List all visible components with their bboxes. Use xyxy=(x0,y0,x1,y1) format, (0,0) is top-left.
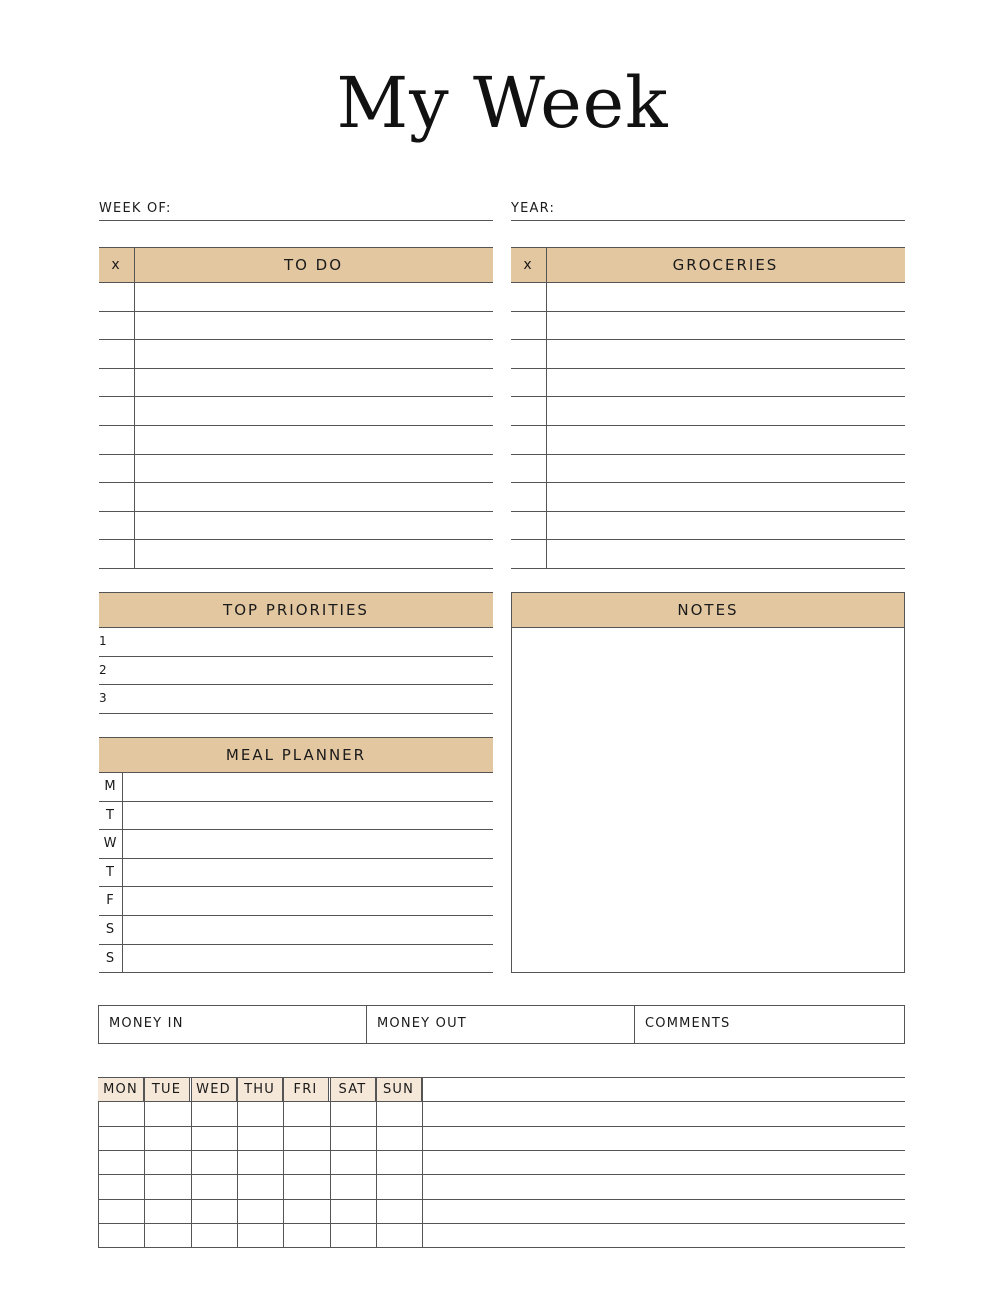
money-out-label: MONEY OUT xyxy=(377,1016,467,1031)
tracker-column-line xyxy=(330,1077,331,1247)
meal-row-line[interactable] xyxy=(99,915,493,916)
tracker-day-header: WED xyxy=(191,1078,237,1101)
weekly-tracker xyxy=(98,1077,905,1247)
groceries-header xyxy=(511,247,905,283)
todo-row-line[interactable] xyxy=(99,339,493,340)
grocery-row-line[interactable] xyxy=(511,311,905,312)
year-label: YEAR: xyxy=(511,201,556,216)
meal-day-label: W xyxy=(103,836,118,851)
grocery-row-line[interactable] xyxy=(511,425,905,426)
priority-number: 3 xyxy=(99,691,108,705)
grocery-row-line[interactable] xyxy=(511,339,905,340)
meal-day-label: S xyxy=(105,922,116,937)
todo-row-line[interactable] xyxy=(99,311,493,312)
money-table xyxy=(98,1005,905,1044)
groceries-check-column-label: x xyxy=(523,257,534,273)
todo-check-divider xyxy=(134,247,135,568)
year-line[interactable] xyxy=(511,220,905,221)
priority-line[interactable] xyxy=(99,656,493,657)
grocery-row-line[interactable] xyxy=(511,454,905,455)
money-in-cell[interactable] xyxy=(99,1006,367,1043)
grocery-row-line[interactable] xyxy=(511,539,905,540)
grocery-row-line[interactable] xyxy=(511,396,905,397)
meal-day-label: S xyxy=(105,951,116,966)
meal-day-label: F xyxy=(106,893,115,908)
grocery-row-line[interactable] xyxy=(511,511,905,512)
todo-row-line[interactable] xyxy=(99,482,493,483)
tracker-day-header: THU xyxy=(237,1078,283,1101)
tracker-row-line[interactable] xyxy=(98,1223,905,1224)
meal-row-line[interactable] xyxy=(99,801,493,802)
meal-row-line[interactable] xyxy=(99,944,493,945)
meal-row-line[interactable] xyxy=(99,972,493,973)
tracker-column-line xyxy=(237,1077,238,1247)
tracker-row-line[interactable] xyxy=(98,1126,905,1127)
todo-title: TO DO xyxy=(283,256,344,274)
money-out-cell[interactable] xyxy=(367,1006,635,1043)
meal-planner-header: MEAL PLANNER xyxy=(99,737,493,773)
tracker-column-line xyxy=(376,1077,377,1247)
meal-row-line[interactable] xyxy=(99,886,493,887)
todo-row-line[interactable] xyxy=(99,425,493,426)
week-of-line[interactable] xyxy=(99,220,493,221)
todo-row-line[interactable] xyxy=(99,568,493,569)
tracker-day-header: SAT xyxy=(330,1078,376,1101)
tracker-day-header: MON xyxy=(98,1078,144,1101)
tracker-row-line[interactable] xyxy=(98,1199,905,1200)
tracker-day-header: SUN xyxy=(376,1078,422,1101)
tracker-row-line[interactable] xyxy=(98,1150,905,1151)
tracker-day-header: FRI xyxy=(283,1078,329,1101)
tracker-column-line xyxy=(191,1077,192,1247)
comments-label: COMMENTS xyxy=(645,1016,731,1031)
todo-row-line[interactable] xyxy=(99,368,493,369)
comments-cell[interactable] xyxy=(635,1006,904,1043)
grocery-row-line[interactable] xyxy=(511,482,905,483)
priority-line[interactable] xyxy=(99,713,493,714)
groceries-title: GROCERIES xyxy=(672,256,779,274)
priority-number: 2 xyxy=(99,663,108,677)
groceries-check-divider xyxy=(546,247,547,568)
todo-check-column-label: x xyxy=(111,257,122,273)
page-title: My Week xyxy=(336,62,669,144)
todo-row-line[interactable] xyxy=(99,539,493,540)
tracker-column-line xyxy=(283,1077,284,1247)
tracker-row-line[interactable] xyxy=(98,1174,905,1175)
todo-row-line[interactable] xyxy=(99,511,493,512)
notes-box[interactable] xyxy=(511,592,905,973)
meal-day-label: T xyxy=(106,865,115,880)
todo-row-line[interactable] xyxy=(99,396,493,397)
tracker-day-divider xyxy=(422,1077,423,1247)
meal-day-label: M xyxy=(104,779,117,794)
meal-day-label: T xyxy=(106,808,115,823)
todo-row-line[interactable] xyxy=(99,454,493,455)
tracker-row-line[interactable] xyxy=(98,1247,905,1248)
notes-header: NOTES xyxy=(511,592,905,628)
money-in-label: MONEY IN xyxy=(109,1016,184,1031)
grocery-row-line[interactable] xyxy=(511,568,905,569)
priority-line[interactable] xyxy=(99,684,493,685)
meal-row-line[interactable] xyxy=(99,858,493,859)
tracker-column-line xyxy=(144,1077,145,1247)
grocery-row-line[interactable] xyxy=(511,368,905,369)
priorities-header: TOP PRIORITIES xyxy=(99,592,493,628)
tracker-row-line[interactable] xyxy=(98,1101,905,1102)
week-of-label: WEEK OF: xyxy=(99,201,172,216)
meal-day-divider xyxy=(122,772,123,972)
tracker-day-header: TUE xyxy=(144,1078,190,1101)
priority-number: 1 xyxy=(99,634,108,648)
tracker-left-line xyxy=(98,1077,99,1247)
meal-row-line[interactable] xyxy=(99,829,493,830)
todo-header xyxy=(99,247,493,283)
